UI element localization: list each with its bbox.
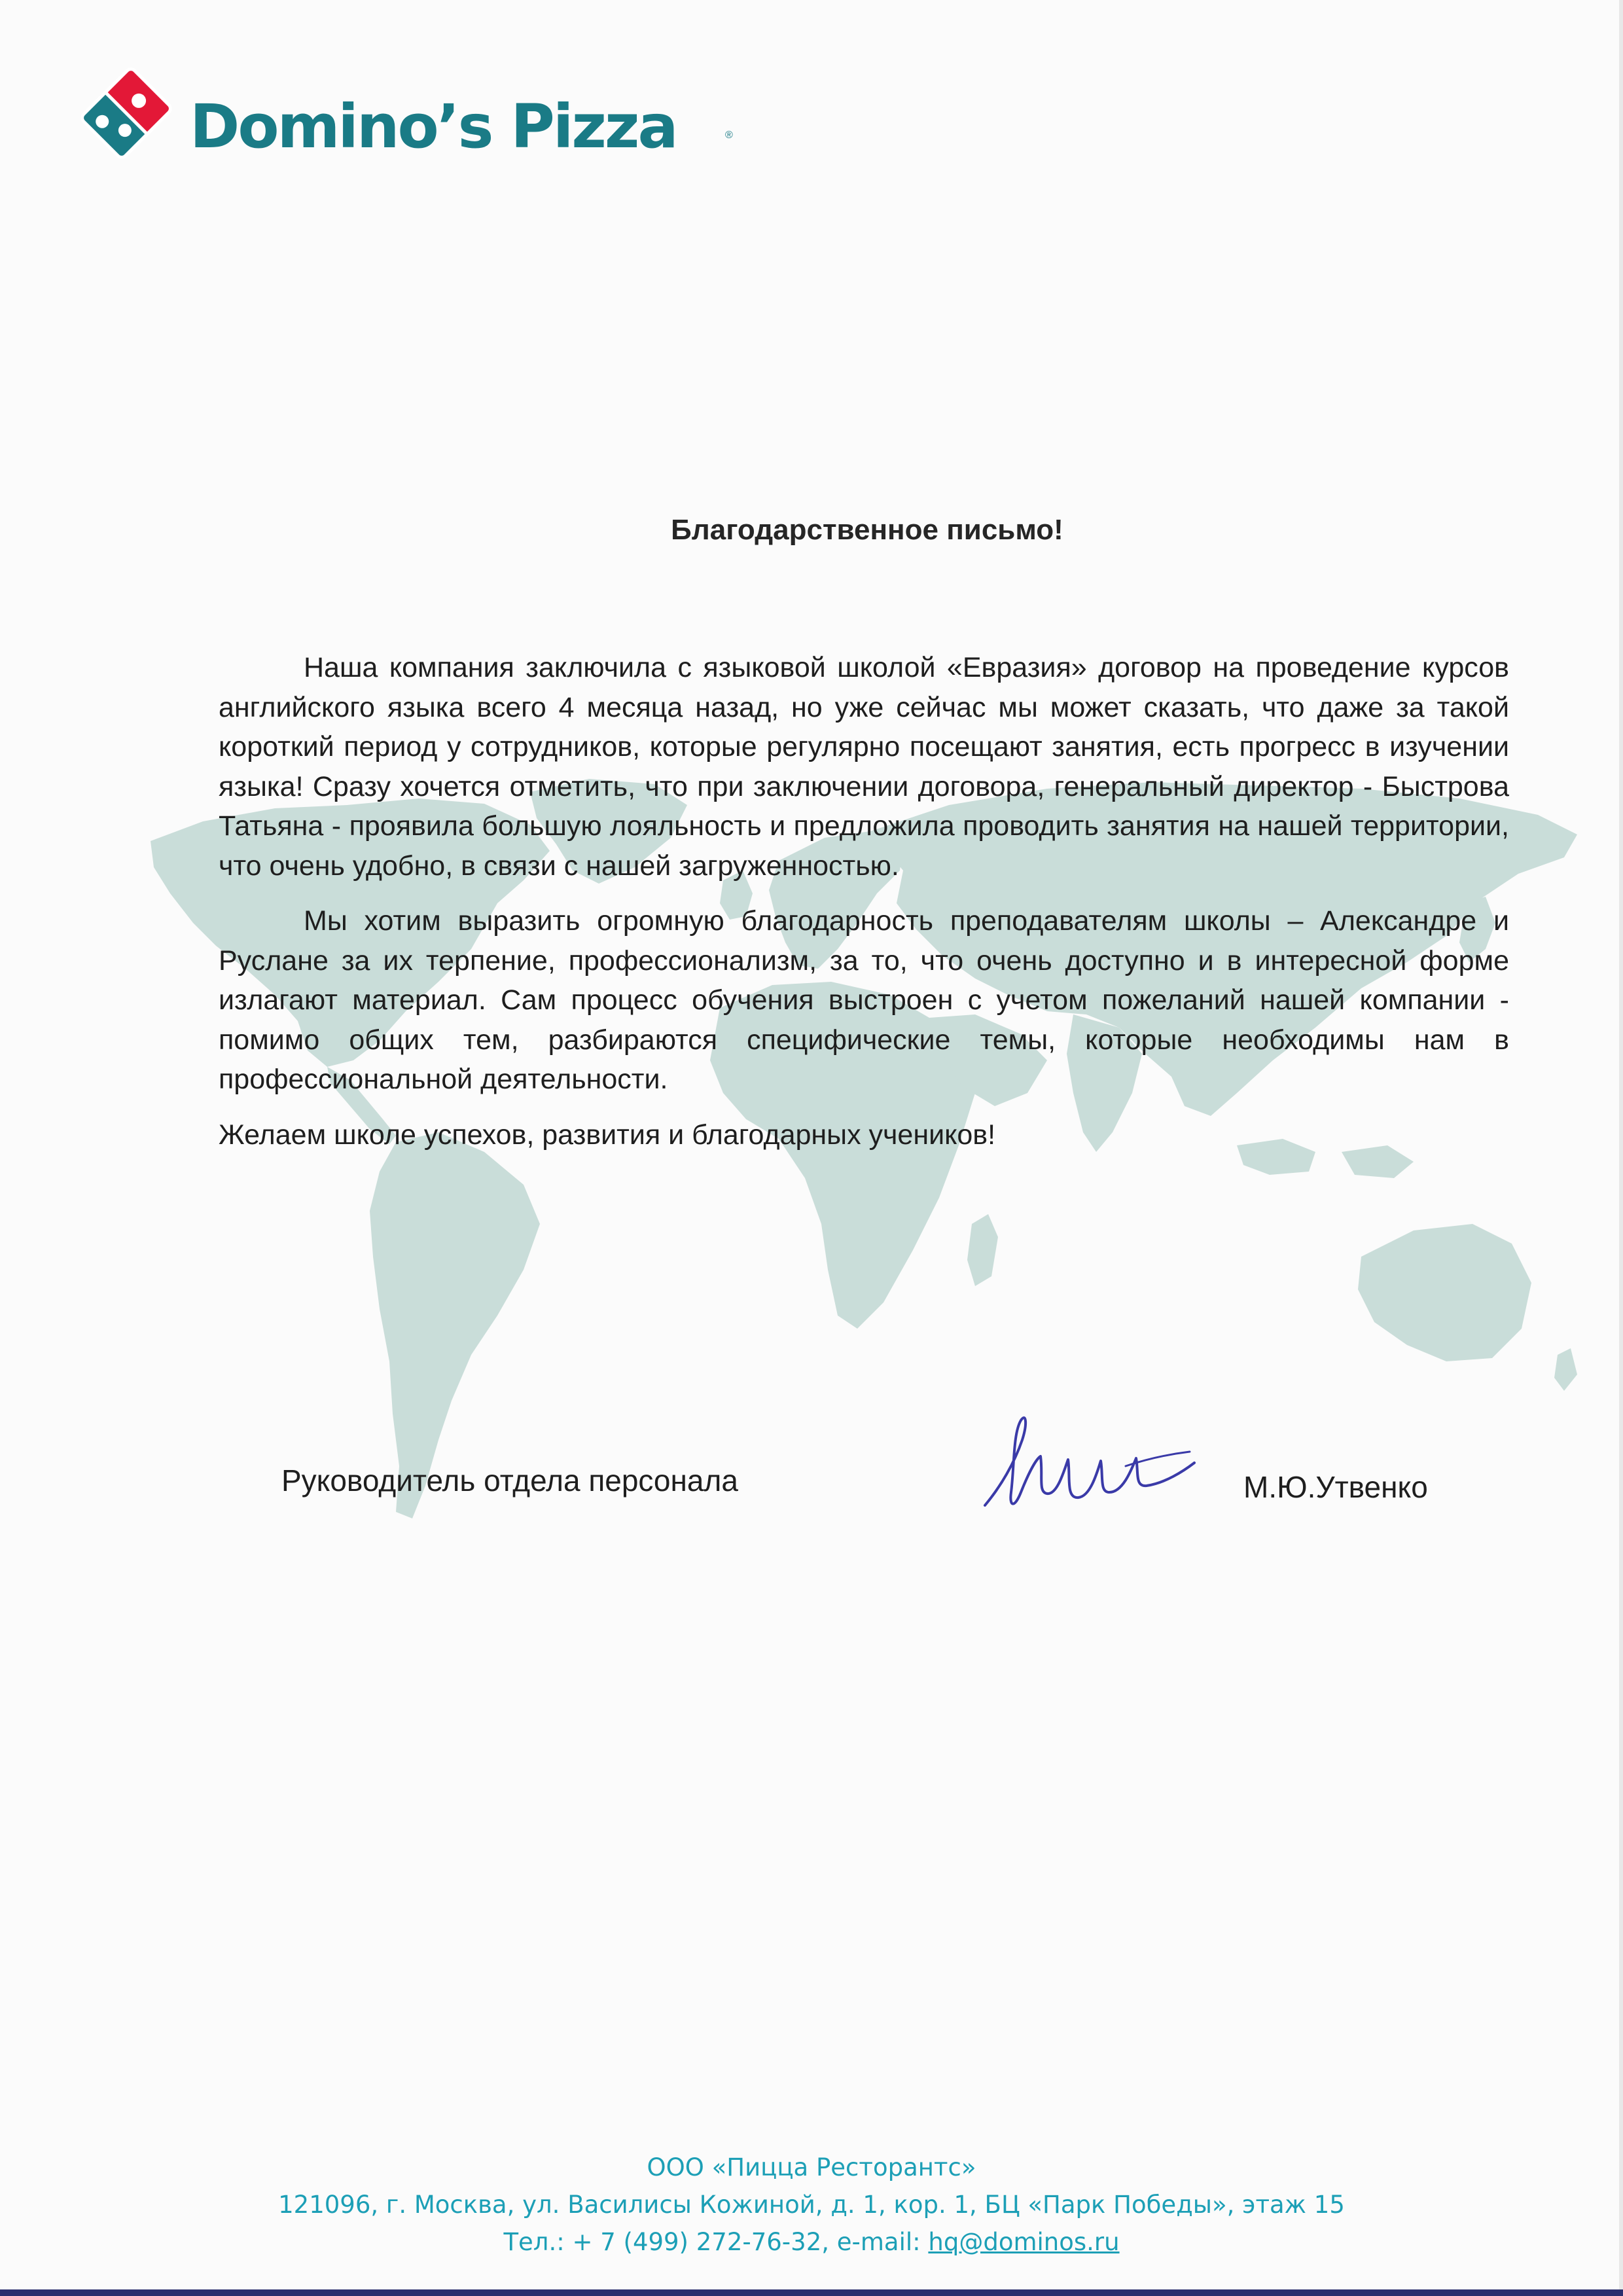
letterhead-footer <box>0 2149 1623 2261</box>
dominos-domino-logo-icon <box>71 58 182 169</box>
footer-email-link[interactable]: hq@dominos.ru <box>928 2228 1120 2256</box>
letter-body <box>219 648 1509 1170</box>
dominos-logo <box>71 58 733 175</box>
footer-contacts <box>0 2223 1623 2261</box>
logo-wordmark: Domino’s Pizza <box>190 92 677 162</box>
letter-paragraph: Мы хотим выразить огромную благодарность преподавателям школы – Александре и Руслане за их терпение, профессионализм, за то, что очень доступно и в интересной форме излагают материал. Сам процесс обучения выстроен с учетом пожеланий нашей компании - помимо общих тем, разбираются специфические темы, которые необходимы нам в профессиональной деятельности. <box>219 905 1509 1095</box>
scan-bottom-edge <box>0 2289 1623 2296</box>
footer-phone: Тел.: + 7 (499) 272-76-32, e-mail: <box>503 2228 929 2256</box>
footer-address: 121096, г. Москва, ул. Василисы Кожиной, д. 1, кор. 1, БЦ «Парк Победы», этаж 15 <box>278 2191 1345 2219</box>
letter-closing: Желаем школе успехов, развития и благодарных учеников! <box>219 1119 996 1151</box>
letter-title: Благодарственное письмо! <box>671 514 1063 546</box>
scan-edge <box>1619 0 1623 2296</box>
signer-position: Руководитель отдела персонала <box>281 1463 738 1498</box>
letter-paragraph: Наша компания заключила с языковой школой «Евразия» договор на проведение курсов английского языка всего 4 месяца назад, но уже сейчас мы может сказать, что даже за такой короткий период у сотрудников, которые регулярно посещают занятия, есть прогресс в изучении языка! Сразу хочется отметить, что при заключении договора, генеральный директор - Быстрова Татьяна - проявила большую лояльность и предложила проводить занятия на нашей территории, что очень удобно, в связи с нашей загруженностью. <box>219 652 1509 882</box>
logo-trademark: ® <box>725 130 733 141</box>
signer-name: М.Ю.Утвенко <box>1243 1470 1428 1504</box>
footer-company: ООО «Пицца Ресторантс» <box>647 2153 976 2181</box>
handwritten-signature <box>975 1394 1198 1525</box>
